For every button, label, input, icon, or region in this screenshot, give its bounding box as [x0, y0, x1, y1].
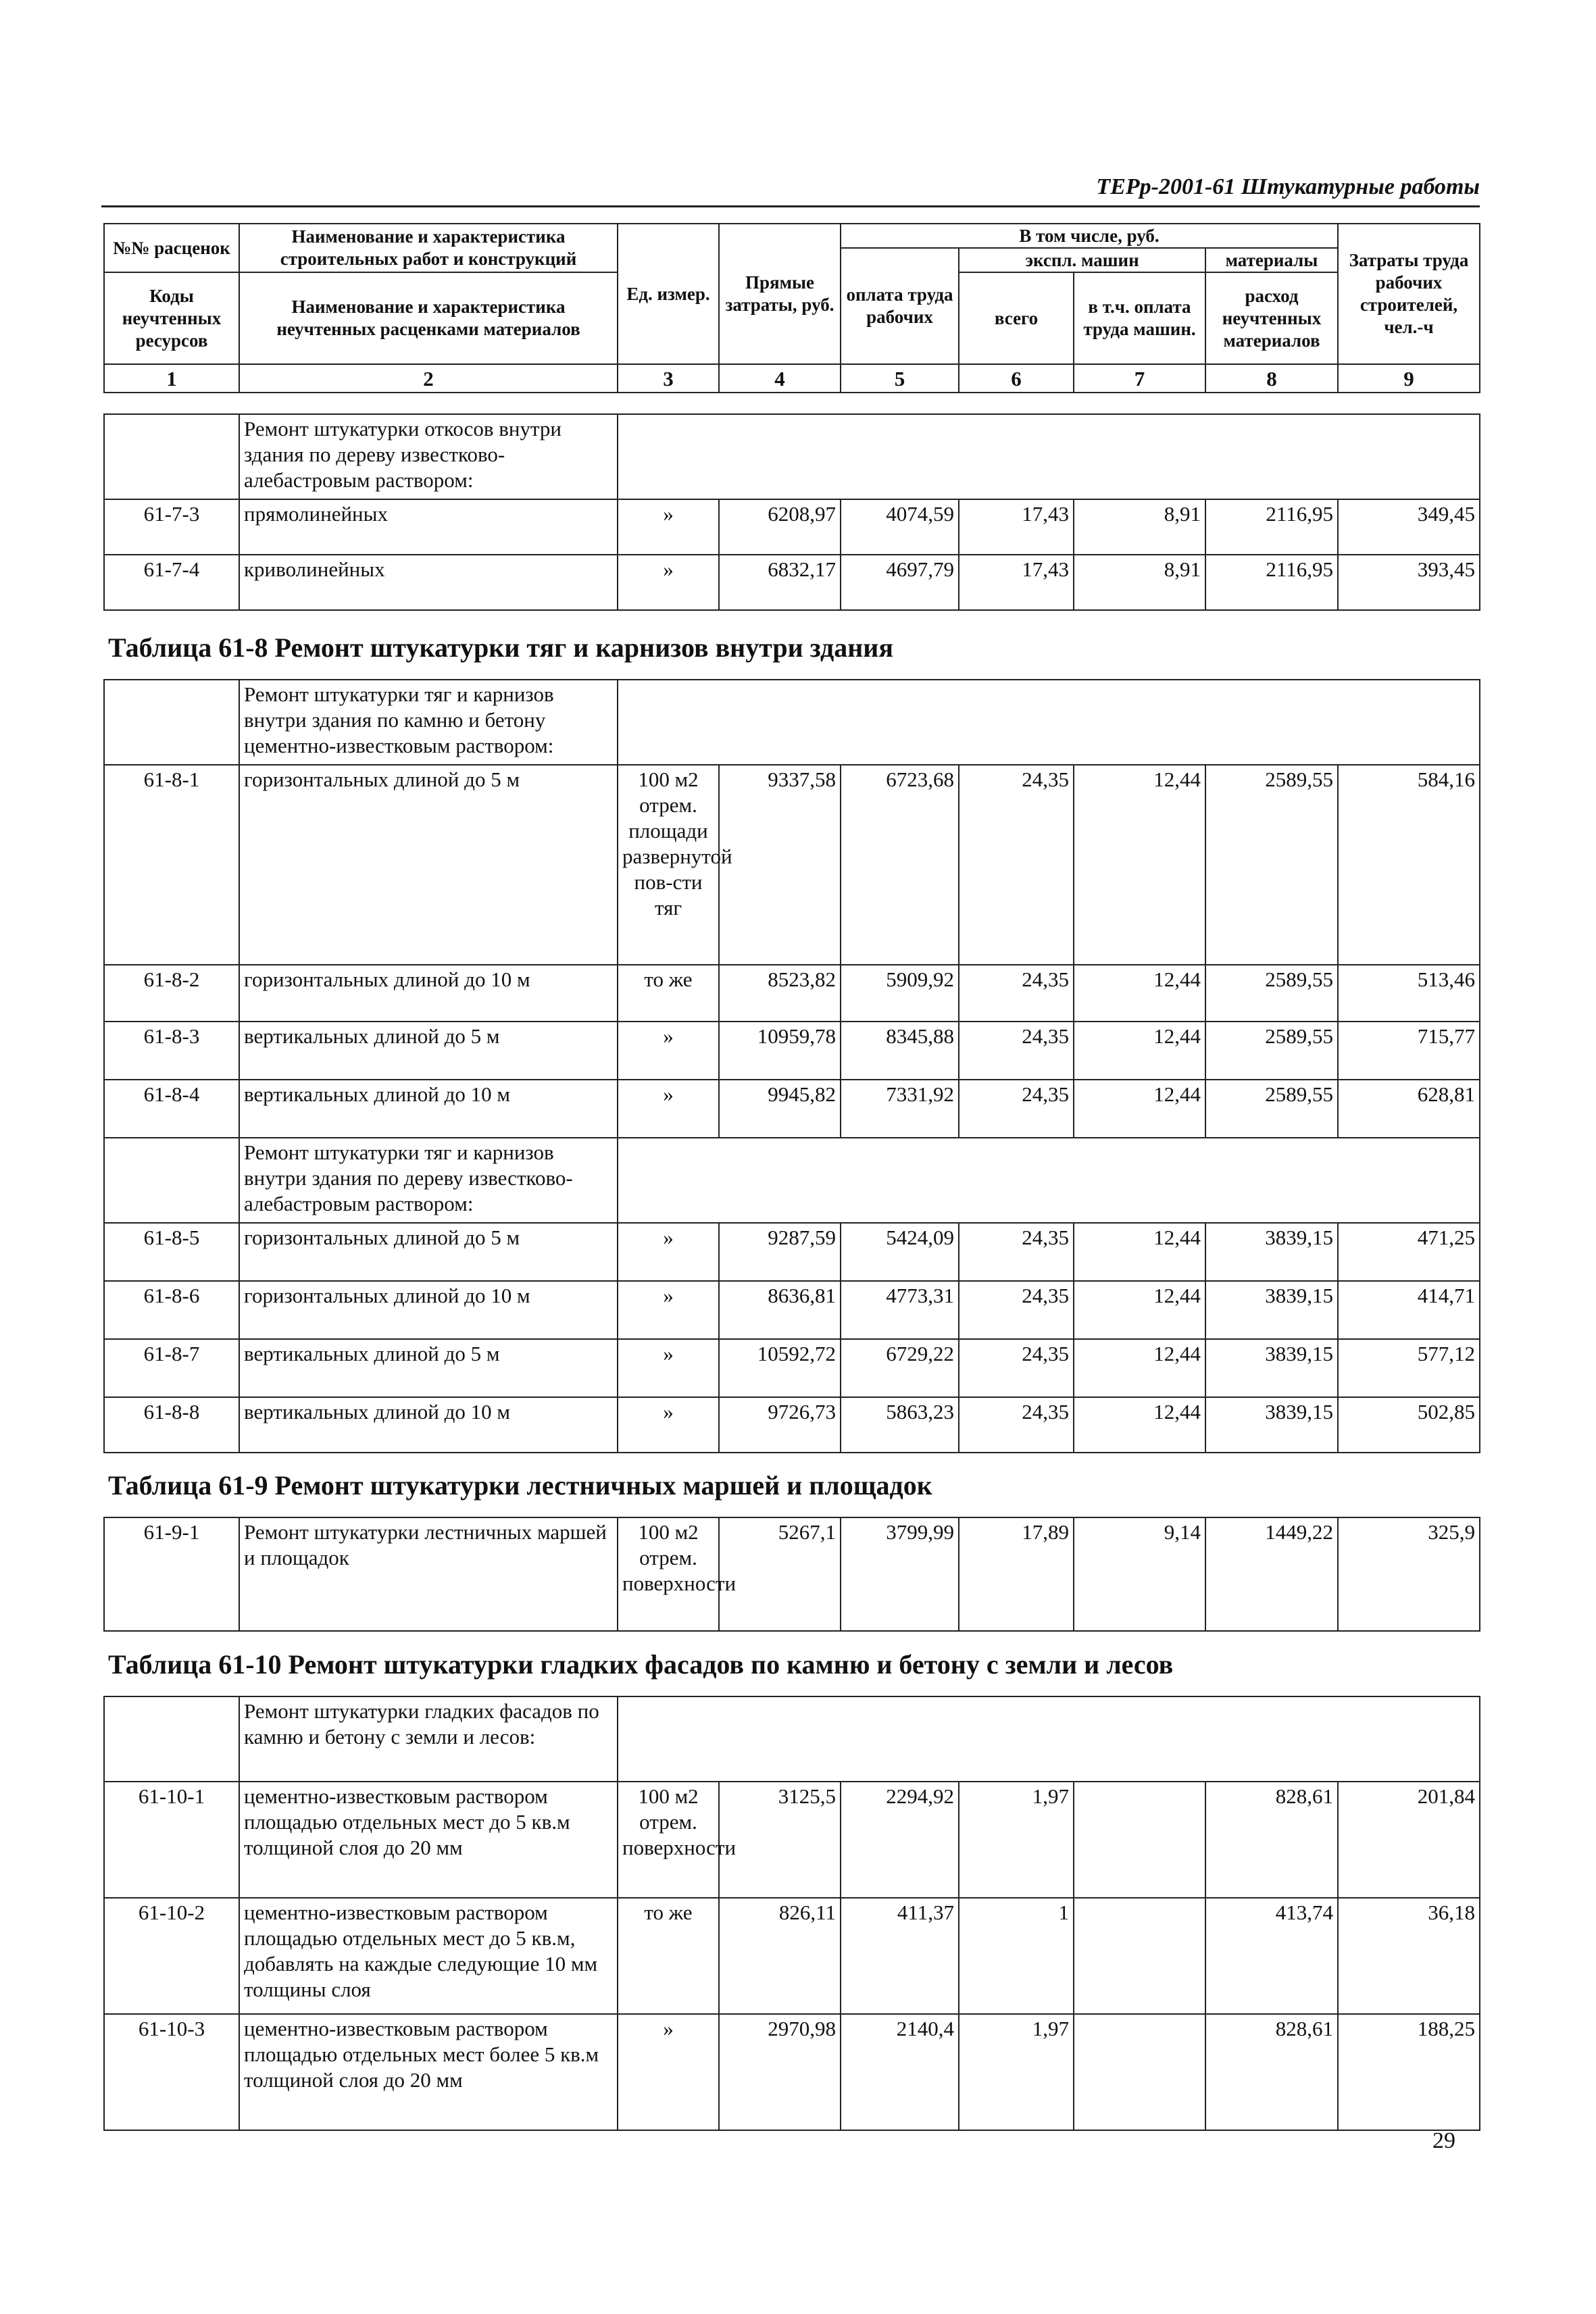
header-direct-costs: Прямые затраты, руб.	[719, 224, 841, 364]
table-row: 61-10-3 цементно-известковым раствором площадью отдельных мест более 5 кв.м толщиной слоя до 20 мм » 2970,98 2140,4 1,97 828,61 188,25	[104, 2014, 1480, 2130]
column-number: 7	[1074, 364, 1205, 393]
column-number: 2	[239, 364, 618, 393]
column-number: 5	[841, 364, 959, 393]
header-machines-labor: в т.ч. оплата труда машин.	[1074, 272, 1205, 364]
page-number: 29	[1432, 2128, 1455, 2153]
column-number: 3	[618, 364, 719, 393]
table-row: 61-10-1 цементно-известковым раствором площадью отдельных мест до 5 кв.м толщиной слоя до 20 мм 100 м2 отрем. поверхности 3125,5 2294,92 1,97 828,61 201,84	[104, 1782, 1480, 1898]
header-machines: экспл. машин	[959, 248, 1205, 272]
column-number: 8	[1205, 364, 1338, 393]
table-row: 61-8-7 вертикальных длиной до 5 м » 10592,72 6729,22 24,35 12,44 3839,15 577,12	[104, 1339, 1480, 1397]
table-row: 61-8-2 горизонтальных длиной до 10 м то же 8523,82 5909,92 24,35 12,44 2589,55 513,46	[104, 965, 1480, 1022]
header-materials-sub: расход неучтенных материалов	[1205, 272, 1338, 364]
header-labor-pay: оплата труда рабочих	[841, 248, 959, 364]
table-row: 61-8-4 вертикальных длиной до 10 м » 9945,82 7331,92 24,35 12,44 2589,55 628,81	[104, 1080, 1480, 1138]
table-row: 61-8-6 горизонтальных длиной до 10 м » 8636,81 4773,31 24,35 12,44 3839,15 414,71	[104, 1281, 1480, 1339]
group-title: Ремонт штукатурки откосов внутри здания по дереву известково-алебастровым раствором:	[239, 414, 618, 499]
column-number: 4	[719, 364, 841, 393]
header-material-name: Наименование и характеристика неучтенных расценками материалов	[239, 272, 618, 364]
header-machines-total: всего	[959, 272, 1074, 364]
running-header: ТЕРр-2001-61 Штукатурные работы	[1096, 174, 1480, 199]
header-unit: Ед. измер.	[618, 224, 719, 364]
column-header-table	[103, 223, 1480, 393]
header-incl-group: В том числе, руб.	[841, 224, 1338, 248]
table-row: 61-7-3 прямолинейных » 6208,97 4074,59 17,43 8,91 2116,95 349,45	[104, 499, 1480, 555]
table-61-7	[103, 413, 1480, 611]
table-caption: Таблица 61-10 Ремонт штукатурки гладких фасадов по камню и бетону с земли и лесов	[108, 1649, 1174, 1680]
table-row: 61-8-5 горизонтальных длиной до 5 м » 9287,59 5424,09 24,35 12,44 3839,15 471,25	[104, 1223, 1480, 1281]
table-row: 61-7-4 криволинейных » 6832,17 4697,79 17,43 8,91 2116,95 393,45	[104, 555, 1480, 610]
group-title: Ремонт штукатурки гладких фасадов по камню и бетону с земли и лесов:	[239, 1696, 618, 1782]
column-number: 1	[104, 364, 239, 393]
header-rule	[101, 205, 1480, 207]
header-resource-codes: Коды неучтенных ресурсов	[104, 272, 239, 364]
header-work-name: Наименование и характеристика строительных работ и конструкций	[239, 224, 618, 272]
group-title: Ремонт штукатурки тяг и карнизов внутри здания по дереву известково-алебастровым раствором:	[239, 1138, 618, 1223]
table-caption: Таблица 61-9 Ремонт штукатурки лестничных маршей и площадок	[108, 1470, 932, 1501]
table-caption: Таблица 61-8 Ремонт штукатурки тяг и карнизов внутри здания	[108, 632, 893, 663]
header-materials: материалы	[1205, 248, 1338, 272]
column-number: 6	[959, 364, 1074, 393]
table-61-8	[103, 679, 1480, 1453]
column-number: 9	[1338, 364, 1480, 393]
table-row: 61-8-8 вертикальных длиной до 10 м » 9726,73 5863,23 24,35 12,44 3839,15 502,85	[104, 1397, 1480, 1453]
table-row: 61-10-2 цементно-известковым раствором площадью отдельных мест до 5 кв.м, добавлять на каждые следующие 10 мм толщины слоя то же 826,11 411,37 1 413,74 36,18	[104, 1898, 1480, 2014]
header-rate-number: №№ расценок	[104, 224, 239, 272]
table-row: 61-8-1 горизонтальных длиной до 5 м 100 м2 отрем. площади развернутой пов-сти тяг 9337,58 6723,68 24,35 12,44 2589,55 584,16	[104, 765, 1480, 965]
group-title: Ремонт штукатурки тяг и карнизов внутри здания по камню и бетону цементно-известковым раствором:	[239, 680, 618, 765]
table-row: 61-8-3 вертикальных длиной до 5 м » 10959,78 8345,88 24,35 12,44 2589,55 715,77	[104, 1022, 1480, 1080]
table-61-10	[103, 1696, 1480, 2131]
table-row: 61-9-1 Ремонт штукатурки лестничных маршей и площадок 100 м2 отрем. поверхности 5267,1 3799,99 17,89 9,14 1449,22 325,9	[104, 1517, 1480, 1631]
table-61-9	[103, 1517, 1480, 1632]
header-labor-hours: Затраты труда рабочих строителей, чел.-ч	[1338, 224, 1480, 364]
